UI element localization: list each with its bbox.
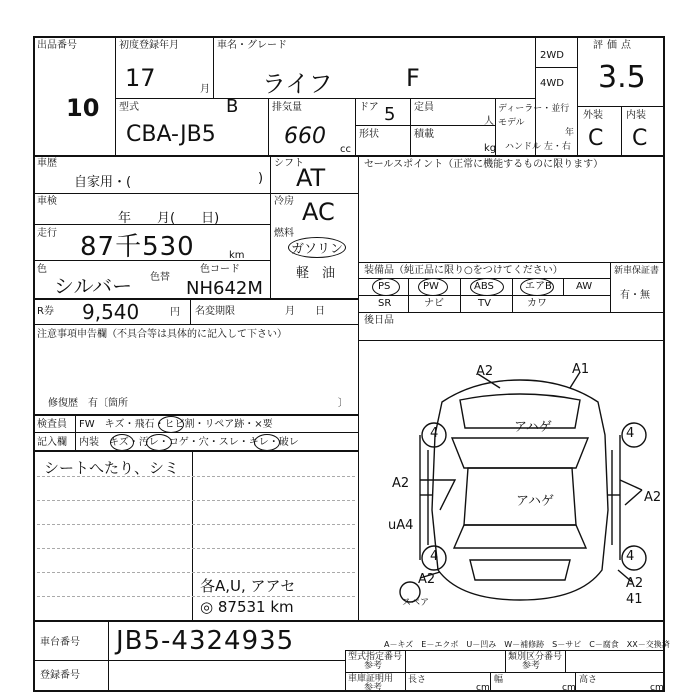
grade: F <box>406 64 420 92</box>
wd2-label: 2WD <box>540 50 564 61</box>
circle-mark-ps <box>372 278 400 296</box>
history-label: 車歴 <box>37 158 57 169</box>
sales-point-label: セールスポイント（正常に機能するものに限ります） <box>364 159 604 170</box>
damage-a2-rear-left: A2 <box>418 572 436 587</box>
equip-aw: AW <box>576 281 593 292</box>
history-close: ) <box>258 171 264 186</box>
note-mileage: ◎ 87531 km <box>200 598 294 616</box>
door-label: ドア <box>359 102 379 113</box>
equip-ps: PS <box>378 281 391 292</box>
warranty: 有・無 <box>620 290 650 301</box>
name-change: 月 日 <box>285 306 325 317</box>
circle-mark-pw <box>418 278 448 296</box>
length-unit: cm <box>476 683 490 693</box>
length-label: 長さ <box>408 675 427 685</box>
km-unit: km <box>229 250 245 261</box>
spare-label: スペア <box>402 598 430 608</box>
equip-airbag: エアB <box>525 281 552 292</box>
month-unit: 月 <box>200 84 210 95</box>
mileage: 87千530 <box>80 232 195 262</box>
first-reg-year: 17 <box>125 64 156 92</box>
circle-mark-abs <box>470 278 504 296</box>
ext-grade: C <box>588 126 604 151</box>
note-parts: 各A,U, アアセ <box>200 577 296 595</box>
color-code-label: 色コード <box>200 264 240 275</box>
chassis-label: 車台番号 <box>40 637 80 648</box>
name-change-label: 名変期限 <box>195 306 235 317</box>
history: 自家用・( <box>74 175 132 190</box>
recycle-label: R券 <box>37 306 54 317</box>
circle-mark-stone <box>158 416 184 433</box>
wheel-fl-mark: 4 <box>430 426 439 441</box>
shift: AT <box>296 164 326 192</box>
damage-a2-rear-right: A2 <box>626 576 644 591</box>
entry-items: 内装 キズ・汚レ・コゲ・穴・スレ・キレ・破レ <box>79 437 299 448</box>
type-spec-ref: 参考 <box>364 661 383 671</box>
damage-a2-top: A2 <box>476 364 494 379</box>
fuel-label: 燃料 <box>274 228 294 239</box>
color-code: NH642M <box>186 278 263 299</box>
width-unit: cm <box>562 683 576 693</box>
wd4-label: 4WD <box>540 78 564 89</box>
equip-navi: ナビ <box>424 298 444 309</box>
car-name: ライフ <box>262 70 333 98</box>
color-label: 色 <box>37 264 47 275</box>
circle-mark-rub <box>254 434 280 451</box>
damage-legend: A－キズ E－エクボ U－凹み W－補修跡 S－サビ C－腐食 XX－交換済 <box>384 640 670 649</box>
inspector-label: 検査員 <box>37 419 67 430</box>
equip-tv: TV <box>478 298 491 309</box>
model-label: 型式 <box>119 102 139 113</box>
equip-leather: カワ <box>527 298 547 309</box>
damage-a2-left: A2 <box>392 476 410 491</box>
wheel-rl-mark: 4 <box>430 549 439 564</box>
damage-note-front: アハゲ <box>514 420 552 435</box>
registration-label: 登録番号 <box>40 670 80 681</box>
height-label: 高さ <box>579 675 598 685</box>
displacement-label: 排気量 <box>272 102 302 113</box>
equip-abs: ABS <box>474 281 494 292</box>
inspect-items: FW キズ・飛石・ヒビ割・リペア跡・×要 <box>79 419 273 430</box>
damage-41: 41 <box>626 592 643 607</box>
shaken-label: 車検 <box>37 196 57 207</box>
circle-mark-scratch <box>110 434 134 451</box>
circle-mark-stain <box>146 434 172 451</box>
first-reg-label: 初度登録年月 <box>119 40 179 51</box>
dealer-label: ディーラー・並行 <box>498 104 570 114</box>
capacity-unit: 人 <box>484 116 494 127</box>
equip-sr: SR <box>378 298 392 309</box>
lot-no: 10 <box>66 94 100 122</box>
garage-cert-label: 車庫証明用 <box>348 674 394 684</box>
wheel-rr-mark: 4 <box>626 549 635 564</box>
garage-cert-ref: 参考 <box>364 683 383 693</box>
entry-label: 記入欄 <box>37 437 67 448</box>
color: シルバー <box>54 274 133 298</box>
ext-label: 外装 <box>583 110 603 121</box>
class-ref: 参考 <box>522 661 541 671</box>
chassis-no: JB5-4324935 <box>116 626 295 656</box>
model: CBA-JB5 <box>126 122 216 147</box>
shape-label: 形状 <box>359 129 379 140</box>
warranty-label: 新車保証書 <box>614 266 660 276</box>
color-change-label: 色替 <box>150 272 170 283</box>
circle-mark-airbag <box>520 278 554 296</box>
height-unit: cm <box>650 683 664 693</box>
shaken: 年 月( 日) <box>118 211 220 226</box>
displacement: 660 <box>284 124 326 149</box>
load-unit: kg <box>484 143 497 154</box>
damage-a1-top: A1 <box>572 362 590 377</box>
damage-a2-right: A2 <box>644 490 662 505</box>
seat-label: 後日品 <box>364 315 394 326</box>
capacity-label: 定員 <box>414 102 434 113</box>
type-spec-label: 型式指定番号 <box>348 652 403 662</box>
notes-label: 注意事項申告欄（不具合等は具体的に記入して下さい） <box>37 329 287 340</box>
damage-ua4-left: uA4 <box>388 518 414 533</box>
wheel-fr-mark: 4 <box>626 426 635 441</box>
car-name-label: 車名・グレード <box>217 40 287 51</box>
doors: 5 <box>384 104 396 125</box>
equip-pw: PW <box>423 281 439 292</box>
cc-unit: cc <box>340 144 351 155</box>
handle-label: ハンドル 左・右 <box>505 142 571 152</box>
class-label: 類別区分番号 <box>508 652 563 662</box>
equip-label: 装備品（純正品に限り○をつけてください） <box>364 265 563 276</box>
load-label: 積載 <box>414 129 434 140</box>
ac: AC <box>302 198 335 226</box>
fuel-gasoline: ガソリン <box>288 237 346 258</box>
yen-unit: 円 <box>170 307 180 318</box>
shift-label: シフト <box>274 158 304 169</box>
int-label: 内装 <box>626 110 646 121</box>
mileage-label: 走行 <box>37 228 57 239</box>
model-year-label: モデル <box>498 118 525 128</box>
repair-close: 〕 <box>338 398 348 409</box>
int-grade: C <box>632 126 648 151</box>
damage-note-roof: アハゲ <box>516 494 554 509</box>
rating: 3.5 <box>598 60 646 95</box>
lot-no-label: 出品番号 <box>37 40 77 51</box>
repair-label: 修復歴 有〔箇所 <box>48 398 128 409</box>
model-year-unit: 年 <box>565 128 575 138</box>
ac-label: 冷房 <box>274 196 294 207</box>
recycle: 9,540 <box>82 300 140 324</box>
model-prefix: B <box>226 96 239 117</box>
fuel-diesel: 軽 油 <box>296 266 336 281</box>
note-seat: シートへたり、シミ <box>44 459 180 477</box>
rating-label: 評価点 <box>593 40 635 51</box>
width-label: 幅 <box>494 675 504 685</box>
